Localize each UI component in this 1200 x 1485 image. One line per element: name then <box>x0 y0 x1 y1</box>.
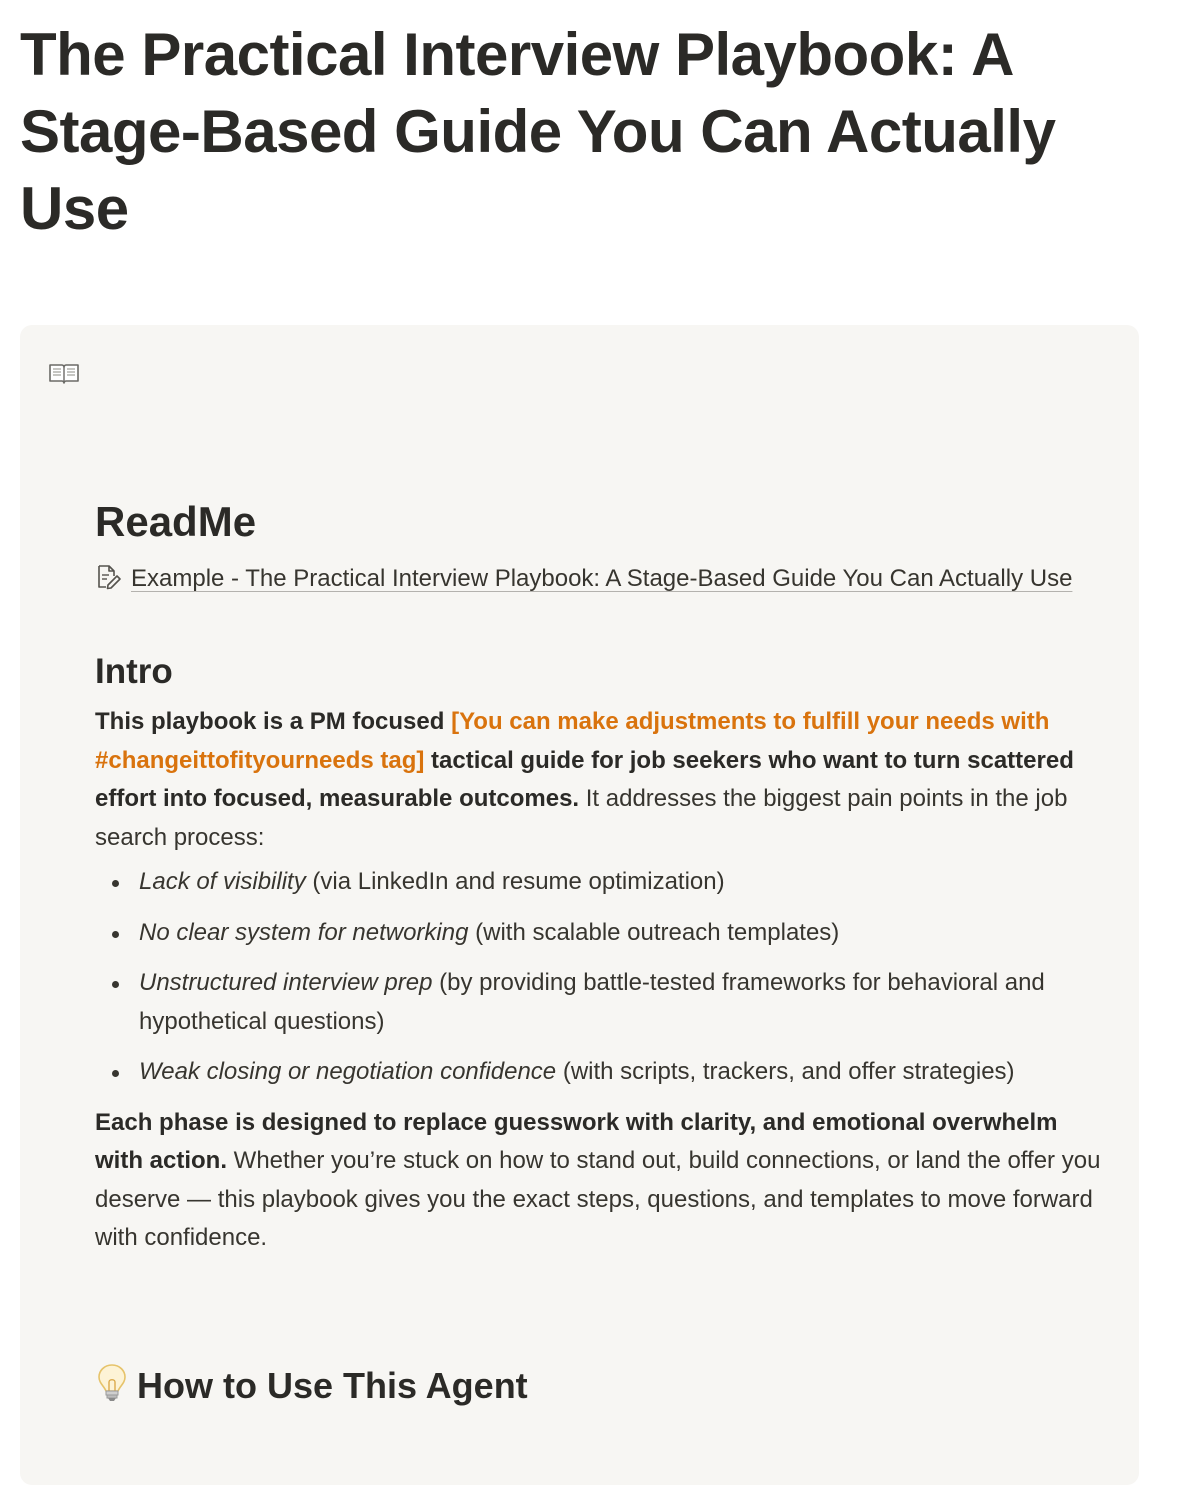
example-page-link[interactable] <box>95 559 1105 598</box>
pain-points-list <box>95 863 1105 1092</box>
phase-rest: Whether you’re stuck on how to stand out, build connections, or land the offer you deserve — this playbook gives you the exact steps, questions, and templates to move forward with confidence. <box>95 1147 1101 1251</box>
intro-paragraph <box>95 703 1105 857</box>
phase-paragraph <box>95 1104 1105 1258</box>
list-item-text: (with scripts, trackers, and offer strategies) <box>556 1058 1015 1085</box>
list-item-text: (by providing battle-tested frameworks for behavioral and hypothetical questions) <box>139 969 1045 1035</box>
phase-bold: Each phase is designed to replace guesswork with clarity, and emotional overwhelm with action. <box>95 1108 1058 1174</box>
list-item-text: (via LinkedIn and resume optimization) <box>305 868 725 895</box>
list-item <box>139 1053 1105 1092</box>
callout-content <box>95 495 1105 1409</box>
intro-bold-start: This playbook is a PM focused <box>95 708 452 735</box>
how-to-heading <box>95 1362 1105 1409</box>
list-item-emphasis: Unstructured interview prep <box>139 969 433 996</box>
readme-heading: ReadMe <box>95 498 257 545</box>
how-to-heading-text: How to Use This Agent <box>137 1364 528 1406</box>
document-edit-icon <box>95 564 123 590</box>
open-book-icon <box>48 361 80 385</box>
intro-bold-end: tactical guide for job seekers who want to turn scattered effort into focused, measurable outcomes. <box>95 746 1074 812</box>
lightbulb-icon <box>95 1362 129 1404</box>
list-item-emphasis: Weak closing or negotiation confidence <box>139 1058 557 1085</box>
list-item-emphasis: Lack of visibility <box>139 868 306 895</box>
page-title: The Practical Interview Playbook: A Stage-Based Guide You Can Actually Use <box>20 21 1056 242</box>
intro-rest: It addresses the biggest pain points in the job search process: <box>95 785 1068 851</box>
readme-callout <box>20 325 1139 1485</box>
list-item-text: (with scalable outreach templates) <box>468 918 840 946</box>
customization-tag-text: [You can make adjustments to fulfill your needs with #changeittofityourneeds tag] <box>95 708 1050 774</box>
list-item <box>139 914 1105 953</box>
list-item <box>139 863 1105 902</box>
list-item <box>139 964 1105 1041</box>
intro-heading: Intro <box>95 652 173 691</box>
example-page-link-text[interactable]: Example - The Practical Interview Playbook: A Stage-Based Guide You Can Actually Use <box>131 565 1073 592</box>
list-item-emphasis: No clear system for networking <box>139 918 469 946</box>
